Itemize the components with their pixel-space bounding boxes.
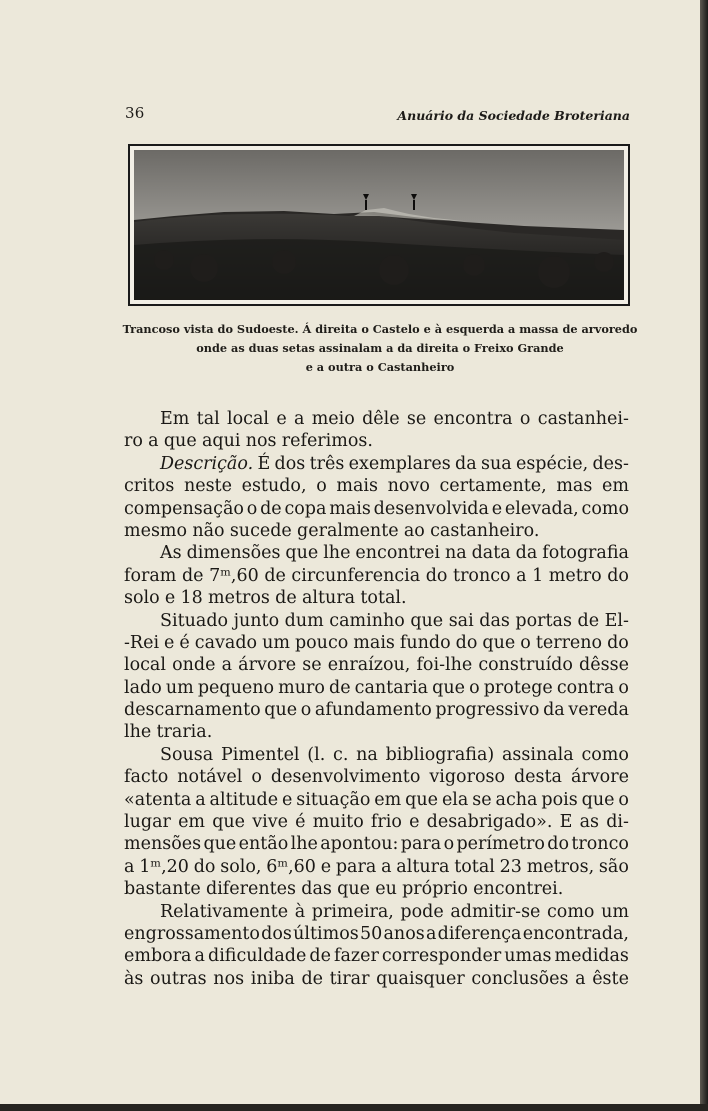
body-text [124,408,629,990]
figure-caption [120,320,640,377]
photo-frame [128,144,630,306]
text-line: Descrição. É dos três exemplares da sua espécie, des- [160,453,629,474]
running-head: Anuário da Sociedade Broteriana [397,108,630,123]
text-line: Em tal local e a meio dêle se encontra o castanhei- [160,409,629,429]
caption-line: Trancoso vista do Sudoeste. Á direita o Castelo e à esquerda a massa de arvoredo [122,322,638,336]
page-number: 36 [125,104,145,122]
text-line: -Rei e é cavado um pouco mais fundo do que o terreno do [124,632,629,653]
text-line: lhe traria. [124,722,213,743]
text-line: Situado junto dum caminho que sai das portas de El- [160,610,629,631]
caption-line: e a outra o Castanheiro [305,360,455,374]
text-line: às outras nos iniba de tirar quaisquer conclusões a êste [124,968,629,989]
text-line: facto notável o desenvolvimento vigoroso desta árvore [124,767,629,788]
text-line: «atenta a altitude e situação em que ela se acha pois que o [124,789,629,810]
landscape-photo-image [134,150,624,300]
book-spine [700,0,708,1111]
text-line: embora a dificuldade de fazer corresponder umas medidas [124,946,629,967]
text-line: ro a que aqui nos referimos. [124,431,373,452]
text-line: lado um pequeno muro de cantaria que o protege contra o [124,677,629,698]
text-line: Relativamente à primeira, pode admitir-se como um [160,901,629,922]
text-line: bastante diferentes das que eu próprio encontrei. [124,879,564,900]
text-line: As dimensões que lhe encontrei na data da fotografia [160,543,629,564]
page-bottom-edge [0,1104,708,1111]
text-line: lugar em que vive é muito frio e desabrigado». E as di- [124,812,629,833]
text-line: mesmo não sucede geralmente ao castanheiro. [124,520,540,541]
text-line: solo e 18 metros de altura total. [124,588,407,609]
text-line: critos neste estudo, o mais novo certamente, mas em [124,476,629,497]
text-line: engrossamento dos últimos 50 anos a diferença encontrada, [124,923,629,944]
text-line: Sousa Pimentel (l. c. na bibliografia) assinala como [160,744,629,765]
text-line: foram de 7ᵐ,60 de circunferencia do tronco a 1 metro do [124,565,629,586]
text-line: descarnamento que o afundamento progressivo da vereda [124,700,629,721]
text-line: compensação o de copa mais desenvolvida e elevada, como [124,498,629,519]
landscape-photo [134,150,624,300]
text-line: a 1ᵐ,20 do solo, 6ᵐ,60 e para a altura total 23 metros, são [124,856,629,877]
text-line: local onde a árvore se enraízou, foi-lhe construído dêsse [124,655,629,676]
caption-line: onde as duas setas assinalam a da direita o Freixo Grande [196,341,564,355]
text-line: mensões que então lhe apontou: para o perímetro do tronco [124,834,629,855]
